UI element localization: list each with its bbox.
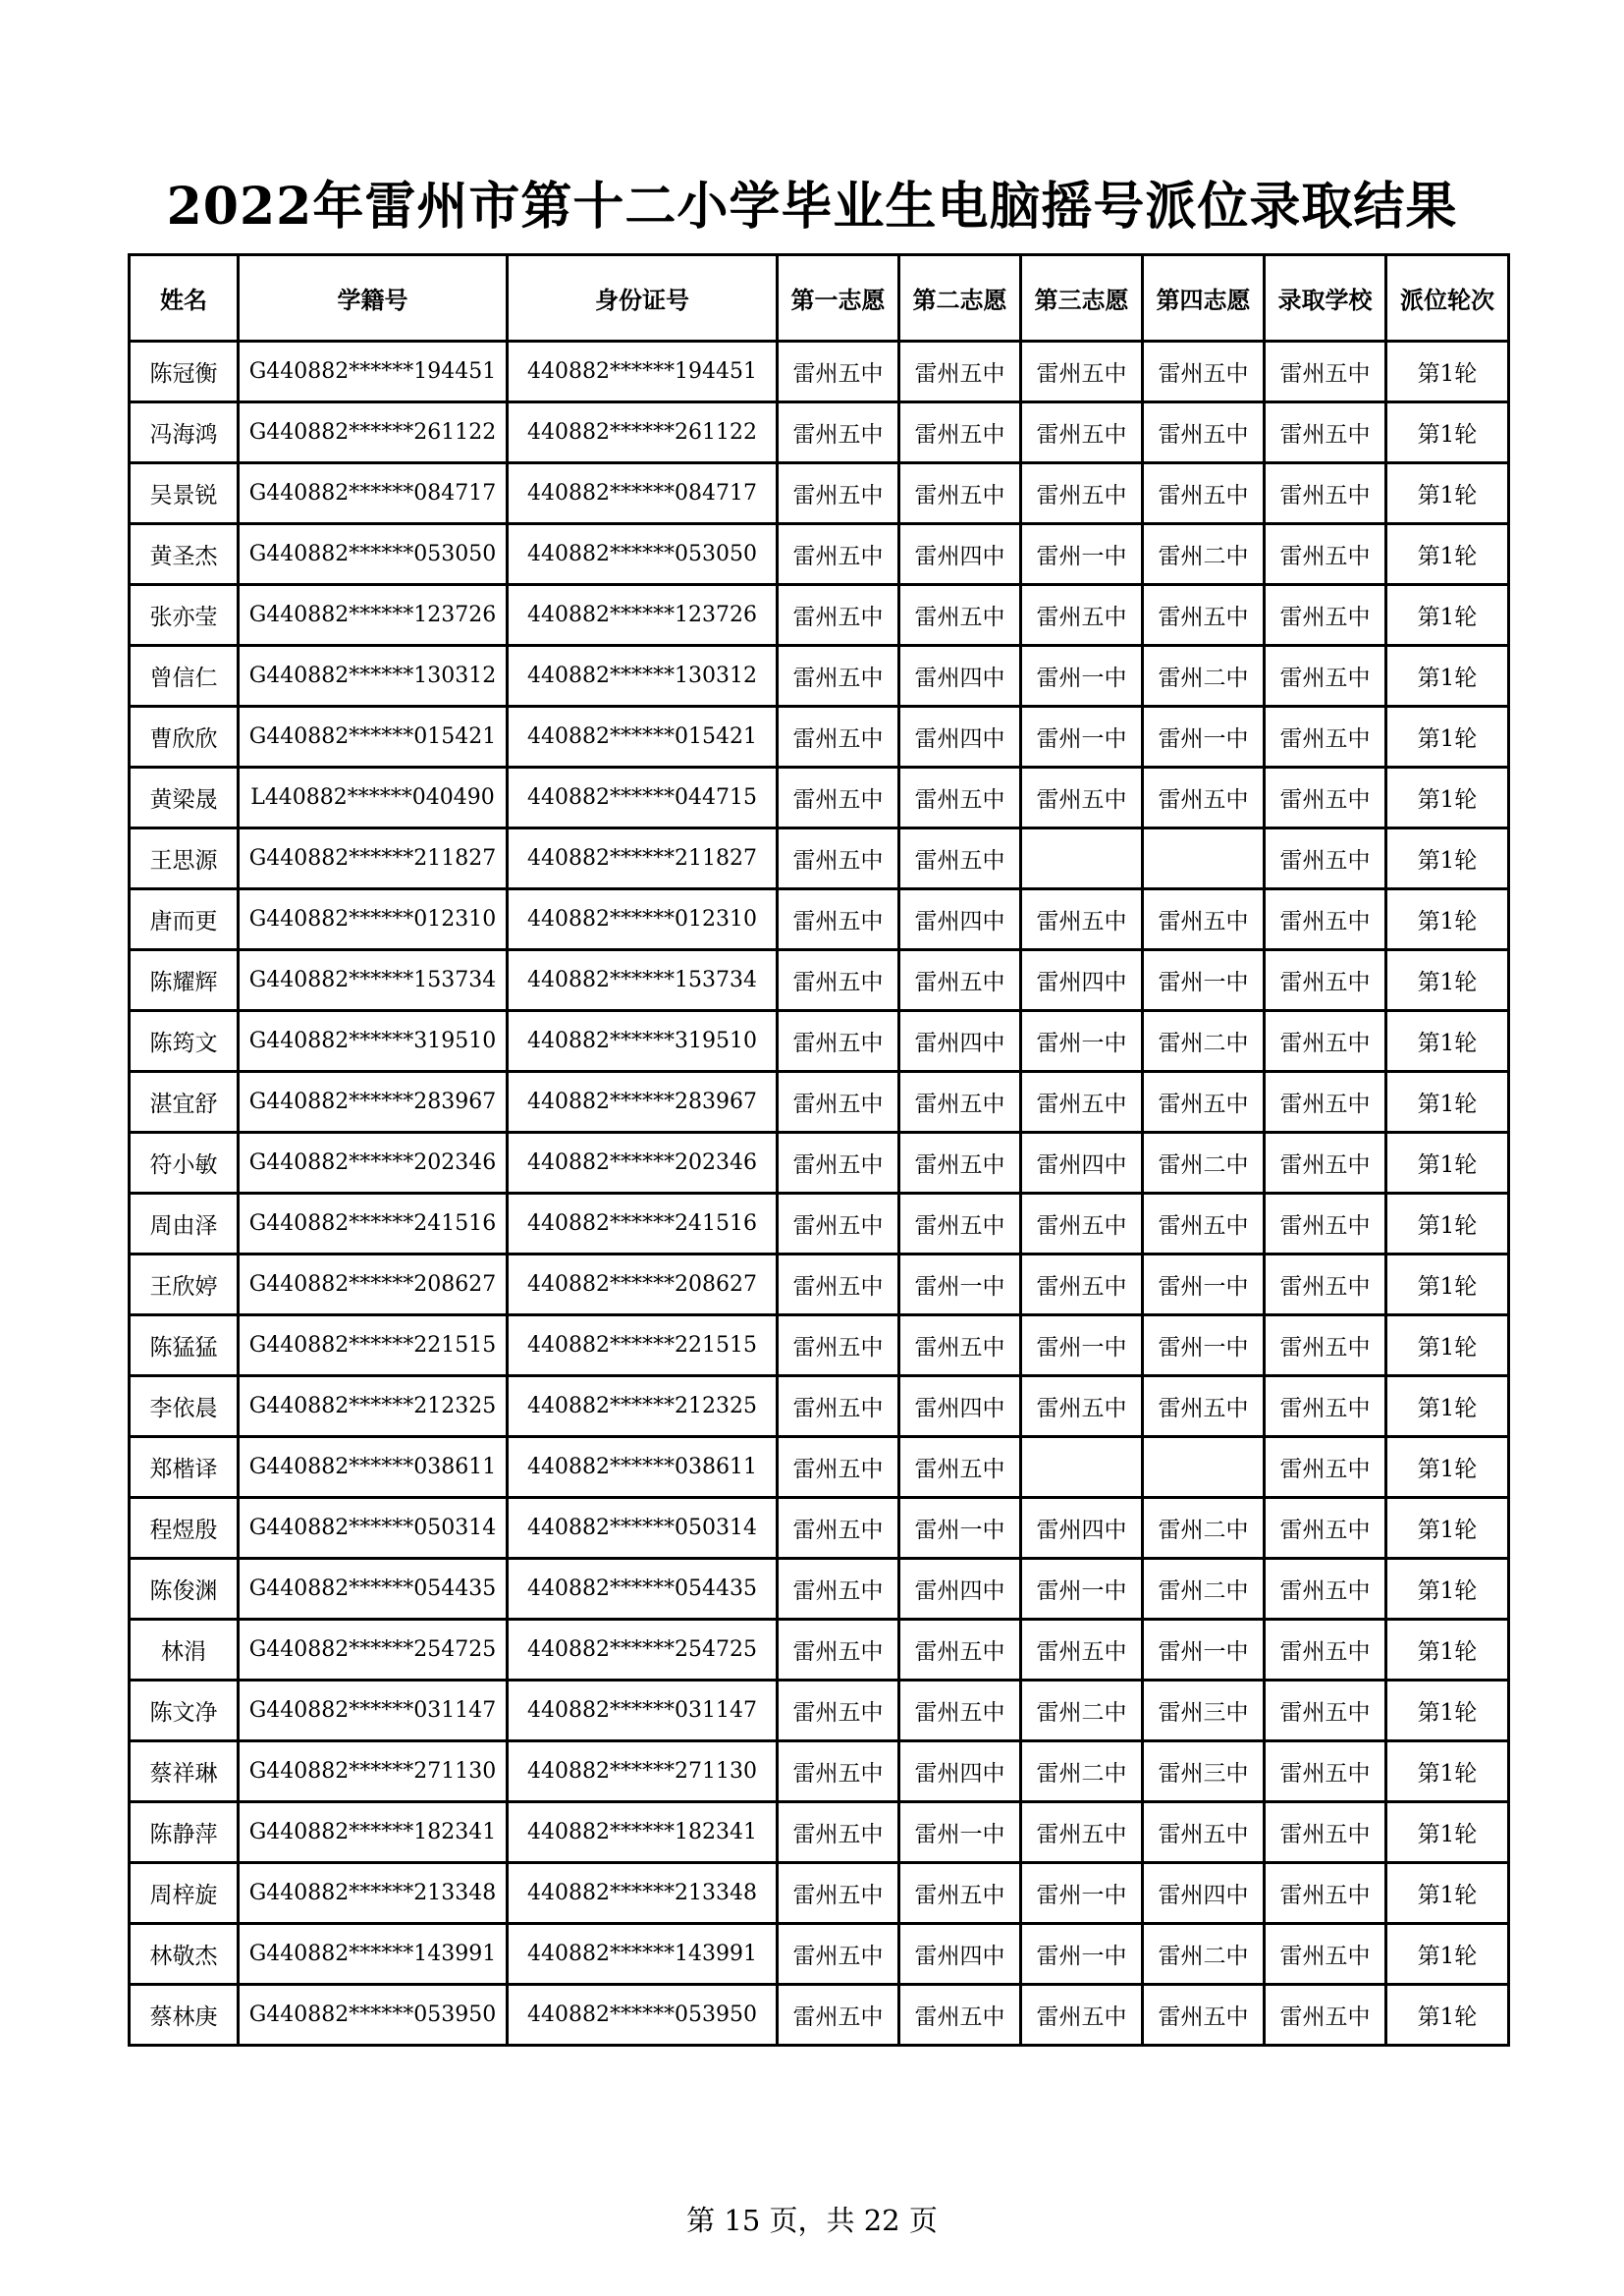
choice-1-cell: 雷州五中 — [778, 1681, 899, 1741]
admitted-school-cell: 雷州五中 — [1265, 1072, 1386, 1133]
choice-3-cell: 雷州一中 — [1021, 1315, 1143, 1376]
id-card-cell: 440882******271130 — [508, 1741, 778, 1802]
page-title: 2022年雷州市第十二小学毕业生电脑摇号派位录取结果 — [166, 177, 1458, 237]
admitted-school-cell: 雷州五中 — [1265, 585, 1386, 646]
round-cell: 第1轮 — [1386, 1681, 1509, 1741]
choice-2-cell: 雷州五中 — [899, 1620, 1021, 1681]
id-card-cell: 440882******031147 — [508, 1681, 778, 1741]
name-cell: 周由泽 — [130, 1194, 239, 1255]
table-row — [130, 1741, 1509, 1802]
choice-3-cell — [1021, 828, 1143, 889]
admitted-school-cell: 雷州五中 — [1265, 1681, 1386, 1741]
id-card-cell: 440882******130312 — [508, 646, 778, 707]
round-cell: 第1轮 — [1386, 1133, 1509, 1194]
choice-1-cell: 雷州五中 — [778, 889, 899, 950]
admitted-school-cell: 雷州五中 — [1265, 1011, 1386, 1072]
round-cell: 第1轮 — [1386, 1376, 1509, 1437]
round-cell: 第1轮 — [1386, 342, 1509, 402]
round-cell: 第1轮 — [1386, 1741, 1509, 1802]
id-card-cell: 440882******221515 — [508, 1315, 778, 1376]
admitted-school-cell: 雷州五中 — [1265, 828, 1386, 889]
choice-4-cell — [1143, 828, 1265, 889]
round-cell: 第1轮 — [1386, 1620, 1509, 1681]
choice-1-cell: 雷州五中 — [778, 1924, 899, 1985]
choice-1-cell: 雷州五中 — [778, 463, 899, 524]
table-row — [130, 1863, 1509, 1924]
round-cell: 第1轮 — [1386, 1315, 1509, 1376]
choice-4-cell: 雷州四中 — [1143, 1863, 1265, 1924]
id-card-cell: 440882******053050 — [508, 524, 778, 585]
student-id-cell: G440882******211827 — [239, 828, 508, 889]
choice-4-cell: 雷州五中 — [1143, 585, 1265, 646]
choice-4-cell: 雷州一中 — [1143, 950, 1265, 1011]
choice-3-cell: 雷州二中 — [1021, 1741, 1143, 1802]
table-row — [130, 1255, 1509, 1315]
name-cell: 陈文净 — [130, 1681, 239, 1741]
admitted-school-cell: 雷州五中 — [1265, 1620, 1386, 1681]
student-id-cell: G440882******202346 — [239, 1133, 508, 1194]
admitted-school-cell: 雷州五中 — [1265, 1559, 1386, 1620]
table-row — [130, 707, 1509, 768]
choice-3-cell: 雷州四中 — [1021, 950, 1143, 1011]
admitted-school-cell: 雷州五中 — [1265, 1741, 1386, 1802]
choice-3-cell: 雷州二中 — [1021, 1681, 1143, 1741]
choice-1-header: 第一志愿 — [778, 255, 899, 342]
choice-2-cell: 雷州一中 — [899, 1802, 1021, 1863]
choice-4-cell: 雷州三中 — [1143, 1681, 1265, 1741]
choice-3-cell: 雷州五中 — [1021, 1802, 1143, 1863]
table-row — [130, 585, 1509, 646]
admitted-school-cell: 雷州五中 — [1265, 1985, 1386, 2046]
student-id-cell: G440882******241516 — [239, 1194, 508, 1255]
choice-1-cell: 雷州五中 — [778, 828, 899, 889]
table-row — [130, 463, 1509, 524]
choice-1-cell: 雷州五中 — [778, 1376, 899, 1437]
choice-1-cell: 雷州五中 — [778, 1863, 899, 1924]
name-cell: 周梓旋 — [130, 1863, 239, 1924]
id-card-cell: 440882******054435 — [508, 1559, 778, 1620]
choice-1-cell: 雷州五中 — [778, 1315, 899, 1376]
table-body — [130, 342, 1509, 2046]
table-row — [130, 342, 1509, 402]
choice-2-cell: 雷州四中 — [899, 524, 1021, 585]
choice-3-cell: 雷州五中 — [1021, 402, 1143, 463]
admitted-school-cell: 雷州五中 — [1265, 1924, 1386, 1985]
choice-2-cell: 雷州四中 — [899, 646, 1021, 707]
id-card-cell: 440882******212325 — [508, 1376, 778, 1437]
choice-4-cell: 雷州五中 — [1143, 768, 1265, 828]
round-cell: 第1轮 — [1386, 1985, 1509, 2046]
choice-4-cell: 雷州二中 — [1143, 1559, 1265, 1620]
id-card-cell: 440882******241516 — [508, 1194, 778, 1255]
name-cell: 湛宜舒 — [130, 1072, 239, 1133]
choice-3-cell: 雷州五中 — [1021, 342, 1143, 402]
choice-1-cell: 雷州五中 — [778, 524, 899, 585]
table-row — [130, 524, 1509, 585]
choice-3-cell: 雷州四中 — [1021, 1133, 1143, 1194]
admitted-school-cell: 雷州五中 — [1265, 402, 1386, 463]
student-id-cell: G440882******053050 — [239, 524, 508, 585]
table-row — [130, 950, 1509, 1011]
id-card-cell: 440882******182341 — [508, 1802, 778, 1863]
student-id-cell: G440882******213348 — [239, 1863, 508, 1924]
student-id-cell: G440882******319510 — [239, 1011, 508, 1072]
student-id-cell: G440882******031147 — [239, 1681, 508, 1741]
choice-1-cell: 雷州五中 — [778, 707, 899, 768]
round-cell: 第1轮 — [1386, 828, 1509, 889]
name-cell: 李依晨 — [130, 1376, 239, 1437]
admitted-school-header: 录取学校 — [1265, 255, 1386, 342]
choice-3-cell: 雷州五中 — [1021, 463, 1143, 524]
choice-1-cell: 雷州五中 — [778, 1011, 899, 1072]
name-cell: 郑楷译 — [130, 1437, 239, 1498]
choice-3-cell: 雷州五中 — [1021, 768, 1143, 828]
choice-3-cell: 雷州一中 — [1021, 707, 1143, 768]
admitted-school-cell: 雷州五中 — [1265, 1802, 1386, 1863]
admitted-school-cell: 雷州五中 — [1265, 1437, 1386, 1498]
choice-1-cell: 雷州五中 — [778, 342, 899, 402]
student-id-cell: G440882******221515 — [239, 1315, 508, 1376]
table-row — [130, 1133, 1509, 1194]
student-id-cell: L440882******040490 — [239, 768, 508, 828]
student-id-cell: G440882******038611 — [239, 1437, 508, 1498]
name-cell: 陈冠衡 — [130, 342, 239, 402]
table-row — [130, 1194, 1509, 1255]
choice-2-cell: 雷州五中 — [899, 1985, 1021, 2046]
choice-3-header: 第三志愿 — [1021, 255, 1143, 342]
round-cell: 第1轮 — [1386, 1194, 1509, 1255]
name-cell: 蔡林庚 — [130, 1985, 239, 2046]
admitted-school-cell: 雷州五中 — [1265, 1498, 1386, 1559]
round-cell: 第1轮 — [1386, 1802, 1509, 1863]
choice-2-cell: 雷州五中 — [899, 1437, 1021, 1498]
round-cell: 第1轮 — [1386, 524, 1509, 585]
choice-4-cell: 雷州五中 — [1143, 402, 1265, 463]
table-row — [130, 1498, 1509, 1559]
choice-4-cell: 雷州一中 — [1143, 1315, 1265, 1376]
id-card-cell: 440882******202346 — [508, 1133, 778, 1194]
table-row — [130, 1437, 1509, 1498]
name-cell: 王思源 — [130, 828, 239, 889]
admitted-school-cell: 雷州五中 — [1265, 524, 1386, 585]
choice-4-cell: 雷州五中 — [1143, 1194, 1265, 1255]
choice-2-cell: 雷州五中 — [899, 828, 1021, 889]
admitted-school-cell: 雷州五中 — [1265, 1863, 1386, 1924]
admitted-school-cell: 雷州五中 — [1265, 707, 1386, 768]
choice-4-cell: 雷州二中 — [1143, 1133, 1265, 1194]
choice-1-cell: 雷州五中 — [778, 950, 899, 1011]
choice-2-cell: 雷州四中 — [899, 1924, 1021, 1985]
round-cell: 第1轮 — [1386, 1498, 1509, 1559]
choice-4-cell: 雷州一中 — [1143, 1620, 1265, 1681]
student-id-cell: G440882******283967 — [239, 1072, 508, 1133]
id-card-cell: 440882******208627 — [508, 1255, 778, 1315]
id-card-cell: 440882******015421 — [508, 707, 778, 768]
name-cell: 曾信仁 — [130, 646, 239, 707]
name-cell: 黄梁晟 — [130, 768, 239, 828]
choice-3-cell: 雷州五中 — [1021, 1194, 1143, 1255]
table-row — [130, 1985, 1509, 2046]
id-card-cell: 440882******261122 — [508, 402, 778, 463]
table-row — [130, 828, 1509, 889]
choice-2-cell: 雷州五中 — [899, 463, 1021, 524]
table-row — [130, 1559, 1509, 1620]
choice-3-cell: 雷州一中 — [1021, 1924, 1143, 1985]
admitted-school-cell: 雷州五中 — [1265, 1376, 1386, 1437]
table-row — [130, 1376, 1509, 1437]
choice-4-cell: 雷州五中 — [1143, 1072, 1265, 1133]
round-cell: 第1轮 — [1386, 889, 1509, 950]
choice-4-cell: 雷州二中 — [1143, 646, 1265, 707]
table-row — [130, 402, 1509, 463]
choice-4-cell: 雷州一中 — [1143, 707, 1265, 768]
admitted-school-cell: 雷州五中 — [1265, 1194, 1386, 1255]
choice-2-cell: 雷州四中 — [899, 1741, 1021, 1802]
id-card-cell: 440882******012310 — [508, 889, 778, 950]
page-footer: 第 15 页，共 22 页 — [686, 2204, 938, 2237]
round-cell: 第1轮 — [1386, 402, 1509, 463]
id-card-cell: 440882******123726 — [508, 585, 778, 646]
choice-1-cell: 雷州五中 — [778, 585, 899, 646]
choice-1-cell: 雷州五中 — [778, 1802, 899, 1863]
choice-3-cell: 雷州五中 — [1021, 585, 1143, 646]
name-cell: 符小敏 — [130, 1133, 239, 1194]
table-row — [130, 889, 1509, 950]
table-row — [130, 1315, 1509, 1376]
choice-3-cell: 雷州一中 — [1021, 1863, 1143, 1924]
choice-4-cell: 雷州一中 — [1143, 1255, 1265, 1315]
name-cell: 陈筠文 — [130, 1011, 239, 1072]
name-cell: 陈俊渊 — [130, 1559, 239, 1620]
admitted-school-cell: 雷州五中 — [1265, 342, 1386, 402]
choice-2-cell: 雷州五中 — [899, 1681, 1021, 1741]
admitted-school-cell: 雷州五中 — [1265, 646, 1386, 707]
id-card-header: 身份证号 — [508, 255, 778, 342]
round-cell: 第1轮 — [1386, 707, 1509, 768]
admitted-school-cell: 雷州五中 — [1265, 768, 1386, 828]
admitted-school-cell: 雷州五中 — [1265, 889, 1386, 950]
round-cell: 第1轮 — [1386, 1011, 1509, 1072]
choice-2-cell: 雷州五中 — [899, 402, 1021, 463]
choice-3-cell: 雷州五中 — [1021, 1072, 1143, 1133]
table-row — [130, 646, 1509, 707]
choice-3-cell: 雷州一中 — [1021, 1559, 1143, 1620]
student-id-cell: G440882******123726 — [239, 585, 508, 646]
round-cell: 第1轮 — [1386, 1072, 1509, 1133]
choice-2-cell: 雷州五中 — [899, 1863, 1021, 1924]
choice-4-cell: 雷州五中 — [1143, 889, 1265, 950]
id-card-cell: 440882******143991 — [508, 1924, 778, 1985]
choice-2-cell: 雷州五中 — [899, 585, 1021, 646]
student-id-cell: G440882******012310 — [239, 889, 508, 950]
round-cell: 第1轮 — [1386, 1255, 1509, 1315]
choice-1-cell: 雷州五中 — [778, 1498, 899, 1559]
choice-1-cell: 雷州五中 — [778, 646, 899, 707]
choice-2-cell: 雷州五中 — [899, 768, 1021, 828]
choice-2-cell: 雷州五中 — [899, 342, 1021, 402]
choice-3-cell: 雷州五中 — [1021, 1376, 1143, 1437]
student-id-cell: G440882******261122 — [239, 402, 508, 463]
round-header: 派位轮次 — [1386, 255, 1509, 342]
choice-2-cell: 雷州四中 — [899, 707, 1021, 768]
choice-4-cell: 雷州三中 — [1143, 1741, 1265, 1802]
choice-3-cell: 雷州五中 — [1021, 889, 1143, 950]
name-cell: 林敬杰 — [130, 1924, 239, 1985]
choice-3-cell: 雷州五中 — [1021, 1255, 1143, 1315]
student-id-cell: G440882******050314 — [239, 1498, 508, 1559]
student-id-cell: G440882******271130 — [239, 1741, 508, 1802]
choice-1-cell: 雷州五中 — [778, 402, 899, 463]
round-cell: 第1轮 — [1386, 1863, 1509, 1924]
admitted-school-cell: 雷州五中 — [1265, 1315, 1386, 1376]
student-id-cell: G440882******194451 — [239, 342, 508, 402]
choice-2-header: 第二志愿 — [899, 255, 1021, 342]
name-cell: 陈猛猛 — [130, 1315, 239, 1376]
id-card-cell: 440882******053950 — [508, 1985, 778, 2046]
choice-1-cell: 雷州五中 — [778, 1985, 899, 2046]
choice-3-cell: 雷州一中 — [1021, 524, 1143, 585]
table-row — [130, 1011, 1509, 1072]
name-cell: 吴景锐 — [130, 463, 239, 524]
choice-2-cell: 雷州一中 — [899, 1498, 1021, 1559]
choice-2-cell: 雷州四中 — [899, 1011, 1021, 1072]
admitted-school-cell: 雷州五中 — [1265, 1255, 1386, 1315]
student-id-cell: G440882******212325 — [239, 1376, 508, 1437]
choice-3-cell — [1021, 1437, 1143, 1498]
choice-4-header: 第四志愿 — [1143, 255, 1265, 342]
choice-1-cell: 雷州五中 — [778, 1194, 899, 1255]
choice-4-cell: 雷州二中 — [1143, 1011, 1265, 1072]
table-row — [130, 1924, 1509, 1985]
id-card-cell: 440882******084717 — [508, 463, 778, 524]
choice-2-cell: 雷州五中 — [899, 950, 1021, 1011]
name-cell: 陈静萍 — [130, 1802, 239, 1863]
student-id-cell: G440882******053950 — [239, 1985, 508, 2046]
round-cell: 第1轮 — [1386, 1559, 1509, 1620]
choice-2-cell: 雷州四中 — [899, 1376, 1021, 1437]
name-cell: 陈耀辉 — [130, 950, 239, 1011]
student-id-cell: G440882******015421 — [239, 707, 508, 768]
choice-1-cell: 雷州五中 — [778, 1255, 899, 1315]
choice-4-cell: 雷州五中 — [1143, 342, 1265, 402]
choice-4-cell: 雷州二中 — [1143, 524, 1265, 585]
choice-3-cell: 雷州五中 — [1021, 1620, 1143, 1681]
choice-3-cell: 雷州一中 — [1021, 1011, 1143, 1072]
choice-4-cell: 雷州五中 — [1143, 1376, 1265, 1437]
choice-4-cell — [1143, 1437, 1265, 1498]
id-card-cell: 440882******213348 — [508, 1863, 778, 1924]
table-row — [130, 1681, 1509, 1741]
choice-2-cell: 雷州五中 — [899, 1315, 1021, 1376]
choice-2-cell: 雷州一中 — [899, 1255, 1021, 1315]
choice-1-cell: 雷州五中 — [778, 1133, 899, 1194]
round-cell: 第1轮 — [1386, 463, 1509, 524]
id-card-cell: 440882******211827 — [508, 828, 778, 889]
id-card-cell: 440882******319510 — [508, 1011, 778, 1072]
admission-results-table — [128, 253, 1510, 2047]
id-card-cell: 440882******153734 — [508, 950, 778, 1011]
name-header: 姓名 — [130, 255, 239, 342]
choice-4-cell: 雷州二中 — [1143, 1498, 1265, 1559]
student-id-cell: G440882******143991 — [239, 1924, 508, 1985]
name-cell: 张亦莹 — [130, 585, 239, 646]
choice-2-cell: 雷州五中 — [899, 1194, 1021, 1255]
table-row — [130, 1802, 1509, 1863]
choice-1-cell: 雷州五中 — [778, 768, 899, 828]
choice-2-cell: 雷州五中 — [899, 1072, 1021, 1133]
name-cell: 唐而更 — [130, 889, 239, 950]
choice-1-cell: 雷州五中 — [778, 1437, 899, 1498]
id-card-cell: 440882******050314 — [508, 1498, 778, 1559]
choice-3-cell: 雷州五中 — [1021, 1985, 1143, 2046]
choice-1-cell: 雷州五中 — [778, 1559, 899, 1620]
choice-3-cell: 雷州四中 — [1021, 1498, 1143, 1559]
id-card-cell: 440882******038611 — [508, 1437, 778, 1498]
student-id-cell: G440882******254725 — [239, 1620, 508, 1681]
choice-2-cell: 雷州五中 — [899, 1133, 1021, 1194]
choice-1-cell: 雷州五中 — [778, 1620, 899, 1681]
choice-2-cell: 雷州四中 — [899, 889, 1021, 950]
choice-1-cell: 雷州五中 — [778, 1741, 899, 1802]
admitted-school-cell: 雷州五中 — [1265, 463, 1386, 524]
choice-4-cell: 雷州二中 — [1143, 1924, 1265, 1985]
student-id-cell: G440882******054435 — [239, 1559, 508, 1620]
round-cell: 第1轮 — [1386, 768, 1509, 828]
round-cell: 第1轮 — [1386, 950, 1509, 1011]
student-id-cell: G440882******182341 — [239, 1802, 508, 1863]
round-cell: 第1轮 — [1386, 646, 1509, 707]
name-cell: 王欣婷 — [130, 1255, 239, 1315]
table-row — [130, 1072, 1509, 1133]
name-cell: 林涓 — [130, 1620, 239, 1681]
round-cell: 第1轮 — [1386, 1437, 1509, 1498]
student-id-cell: G440882******130312 — [239, 646, 508, 707]
table-row — [130, 1620, 1509, 1681]
name-cell: 程煜殷 — [130, 1498, 239, 1559]
id-card-cell: 440882******283967 — [508, 1072, 778, 1133]
student-id-header: 学籍号 — [239, 255, 508, 342]
id-card-cell: 440882******254725 — [508, 1620, 778, 1681]
choice-4-cell: 雷州五中 — [1143, 1985, 1265, 2046]
name-cell: 冯海鸿 — [130, 402, 239, 463]
name-cell: 曹欣欣 — [130, 707, 239, 768]
choice-4-cell: 雷州五中 — [1143, 463, 1265, 524]
choice-3-cell: 雷州一中 — [1021, 646, 1143, 707]
choice-4-cell: 雷州五中 — [1143, 1802, 1265, 1863]
admitted-school-cell: 雷州五中 — [1265, 1133, 1386, 1194]
choice-1-cell: 雷州五中 — [778, 1072, 899, 1133]
id-card-cell: 440882******194451 — [508, 342, 778, 402]
student-id-cell: G440882******208627 — [239, 1255, 508, 1315]
table-header-row — [130, 255, 1509, 342]
name-cell: 蔡祥琳 — [130, 1741, 239, 1802]
round-cell: 第1轮 — [1386, 585, 1509, 646]
name-cell: 黄圣杰 — [130, 524, 239, 585]
id-card-cell: 440882******044715 — [508, 768, 778, 828]
student-id-cell: G440882******153734 — [239, 950, 508, 1011]
admitted-school-cell: 雷州五中 — [1265, 950, 1386, 1011]
student-id-cell: G440882******084717 — [239, 463, 508, 524]
table-row — [130, 768, 1509, 828]
round-cell: 第1轮 — [1386, 1924, 1509, 1985]
choice-2-cell: 雷州四中 — [899, 1559, 1021, 1620]
